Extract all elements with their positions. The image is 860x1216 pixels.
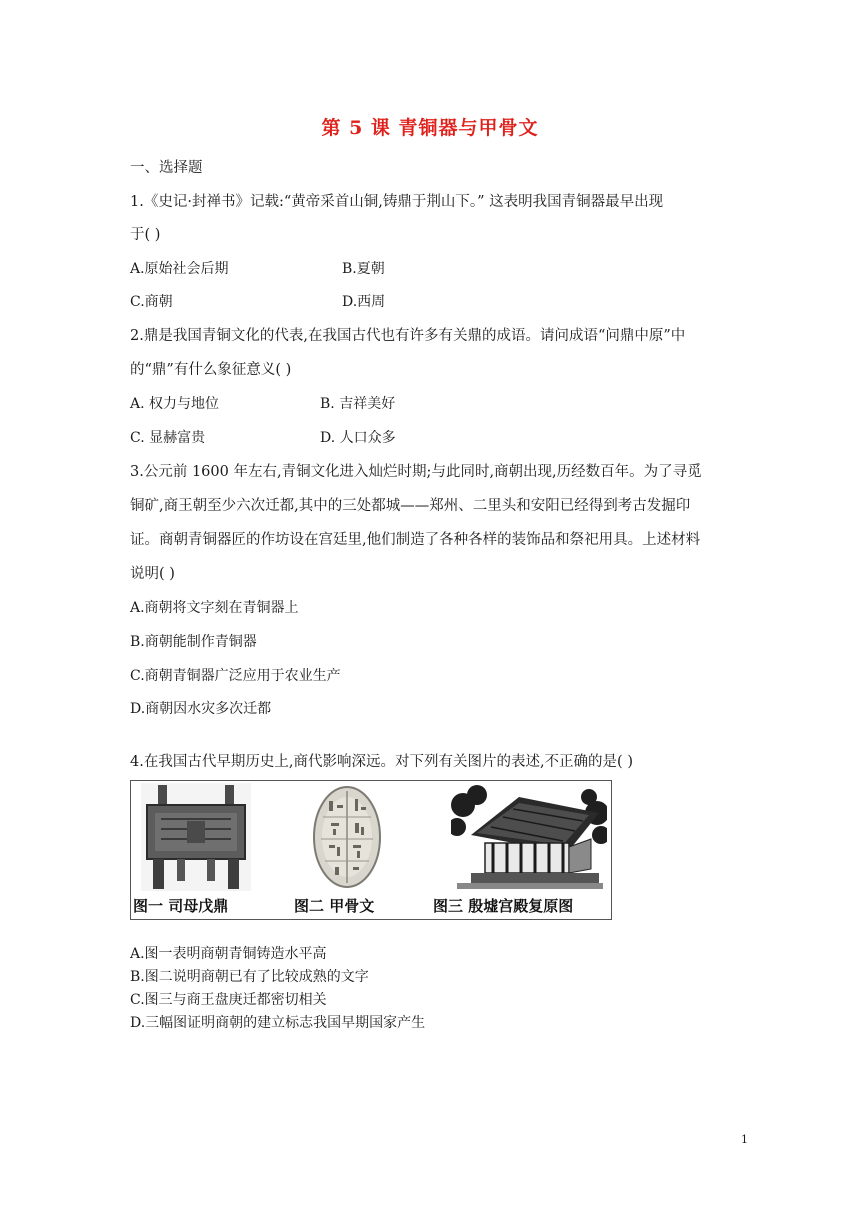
- oracle-bone-image: [311, 783, 383, 891]
- question-1-option-c: C.商朝: [130, 294, 173, 310]
- question-1-option-a: A.原始社会后期: [130, 261, 229, 277]
- question-3-stem-line-2: 铜矿,商王朝至少六次迁都,其中的三处都城——郑州、二里头和安阳已经得到考古发掘印: [130, 498, 691, 514]
- bronze-ding-image: [141, 783, 251, 891]
- question-4-figure: [130, 780, 612, 920]
- figure-1-caption: 图一 司母戊鼎: [133, 897, 229, 915]
- figure-3-caption: 图三 殷墟宫殿复原图: [433, 897, 574, 915]
- question-3-stem-line-1: 3.公元前 1600 年左右,青铜文化进入灿烂时期;与此同时,商朝出现,历经数百年。为了寻觅: [130, 464, 702, 480]
- question-4-option-b: B.图二说明商朝已有了比较成熟的文字: [130, 969, 369, 985]
- question-4-option-d: D.三幅图证明商朝的建立标志我国早期国家产生: [130, 1015, 426, 1031]
- question-2-option-a: A. 权力与地位: [130, 396, 220, 412]
- question-2-option-c: C. 显赫富贵: [130, 430, 206, 446]
- question-1-stem-line-1: 1.《史记·封禅书》记载:“黄帝采首山铜,铸鼎于荆山下。” 这表明我国青铜器最早出现: [130, 194, 664, 210]
- question-4-option-a: A.图一表明商朝青铜铸造水平高: [130, 946, 327, 962]
- question-2-stem-line-1: 2.鼎是我国青铜文化的代表,在我国古代也有许多有关鼎的成语。请问成语“问鼎中原”中: [130, 328, 686, 344]
- question-3-stem-line-3: 证。商朝青铜器匠的作坊设在宫廷里,他们制造了各种各样的装饰品和祭祀用具。上述材料: [130, 532, 701, 548]
- question-1-stem-line-2: 于( ): [130, 227, 161, 243]
- question-1-option-d: D.西周: [342, 294, 386, 310]
- question-2-option-b: B. 吉祥美好: [320, 396, 396, 412]
- yinxu-palace-image: [451, 783, 607, 891]
- question-4-option-c: C.图三与商王盘庚迁都密切相关: [130, 992, 327, 1008]
- question-3-option-b: B.商朝能制作青铜器: [130, 634, 257, 650]
- question-1-option-b: B.夏朝: [342, 261, 385, 277]
- question-4-stem: 4.在我国古代早期历史上,商代影响深远。对下列有关图片的表述,不正确的是( ): [130, 754, 633, 770]
- question-3-option-c: C.商朝青铜器广泛应用于农业生产: [130, 668, 341, 684]
- question-3-option-a: A.商朝将文字刻在青铜器上: [130, 600, 299, 616]
- question-3-option-d: D.商朝因水灾多次迁都: [130, 701, 272, 717]
- page-title: 第 5 课 青铜器与甲骨文: [321, 117, 539, 139]
- page-number: 1: [741, 1133, 748, 1146]
- section-heading: 一、选择题: [130, 160, 203, 176]
- question-2-stem-line-2: 的“鼎”有什么象征意义( ): [130, 362, 292, 378]
- question-3-stem-line-4: 说明( ): [130, 566, 175, 582]
- figure-2-caption: 图二 甲骨文: [294, 897, 375, 915]
- question-2-option-d: D. 人口众多: [320, 430, 396, 446]
